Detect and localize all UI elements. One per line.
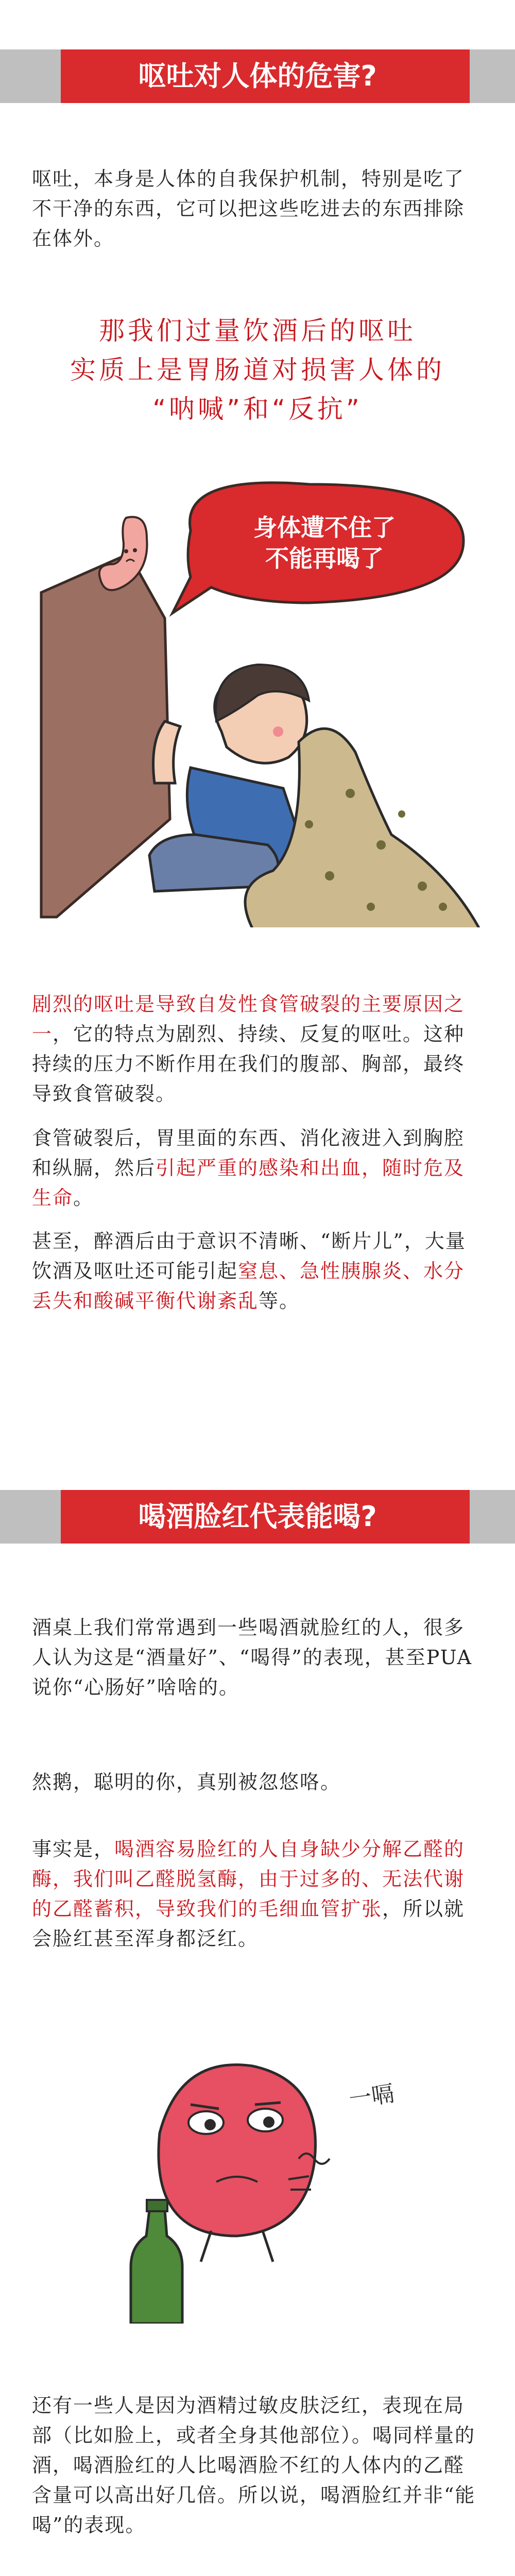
section-title: 呕吐对人体的危害? xyxy=(138,60,377,92)
section-title: 喝酒脸红代表能喝? xyxy=(138,1500,377,1533)
paragraph-complications xyxy=(32,1226,483,1316)
paragraph-acetaldehyde xyxy=(32,1834,483,1954)
highlight-quote xyxy=(67,311,448,429)
paragraph-esophagus-cause xyxy=(32,989,483,1109)
section-header-flush xyxy=(0,1490,515,1544)
section-header-vomit xyxy=(0,49,515,103)
burp-text: 一嗝 xyxy=(347,2080,396,2113)
quote-line: 实质上是胃肠道对损害人体的 xyxy=(70,355,445,385)
intro-paragraph: 呕吐，本身是人体的自我保护机制，特别是吃了不干净的东西，它可以把这些吃进去的东西排除在体外。 xyxy=(32,167,465,250)
highlight-text: 窒息、急性胰腺炎、水分丢失和酸碱平衡代谢紊乱 xyxy=(32,1260,465,1312)
body-text: 食管破裂后，胃里面的东西、消化液进入到胸腔和纵膈，然后 xyxy=(32,1127,465,1179)
body-text: ，所以就会脸红甚至浑身都泛红。 xyxy=(32,1897,465,1950)
quote-line: “呐喊”和“反抗” xyxy=(152,394,363,424)
vomiting-illustration xyxy=(21,464,494,927)
speech-bubble xyxy=(173,483,464,613)
beer-bottle-icon xyxy=(131,2200,182,2324)
bubble-text-line1: 身体遭不住了 xyxy=(253,514,396,541)
body-text: 甚至，醉酒后由于意识不清晰、“断片儿”，大量饮酒及呕吐还可能引起 xyxy=(32,1230,466,1282)
red-face-character-icon xyxy=(159,2065,316,2262)
quote-line: 那我们过量饮酒后的呕吐 xyxy=(99,316,416,346)
highlight-text: 剧烈的呕吐是导致自发性食管破裂的主要原因之一 xyxy=(32,993,465,1045)
body-text: 。 xyxy=(73,1187,94,1209)
body-text: ，它的特点为剧烈、持续、反复的呕吐。这种持续的压力不断作用在我们的腹部、胸部，最终导致食管破裂。 xyxy=(32,1023,465,1105)
body-text: 事实是， xyxy=(32,1838,115,1860)
highlight-text: 引起严重的感染和出血，随时危及生命 xyxy=(32,1157,465,1209)
paragraph-dont-be-fooled: 然鹅，聪明的你，真别被忽悠咯。 xyxy=(32,1771,341,1793)
paragraph-red-face-myth: 酒桌上我们常常遇到一些喝酒就脸红的人，很多人认为这是“酒量好”、“喝得”的表现，甚至PUA说你“心肠好”啥啥的。 xyxy=(32,1616,472,1699)
paragraph-alcohol-allergy: 还有一些人是因为酒精过敏皮肤泛红，表现在局部（比如脸上，或者全身其他部位）。喝同样量的酒，喝酒脸红的人比喝酒脸不红的人体内的乙醛含量可以高出好几倍。所以说，喝酒脸红并非“能喝”的表现。 xyxy=(32,2394,476,2536)
paragraph-rupture-effects xyxy=(32,1123,483,1213)
highlight-text: 喝酒容易脸红的人自身缺少分解乙醛的酶，我们叫乙醛脱氢酶，由于过多的、无法代谢的乙醛蓄积，导致我们的毛细血管扩张 xyxy=(32,1838,465,1920)
red-face-illustration xyxy=(129,2056,417,2324)
bubble-text-line2: 不能再喝了 xyxy=(265,545,384,572)
body-text: 等。 xyxy=(259,1290,300,1312)
